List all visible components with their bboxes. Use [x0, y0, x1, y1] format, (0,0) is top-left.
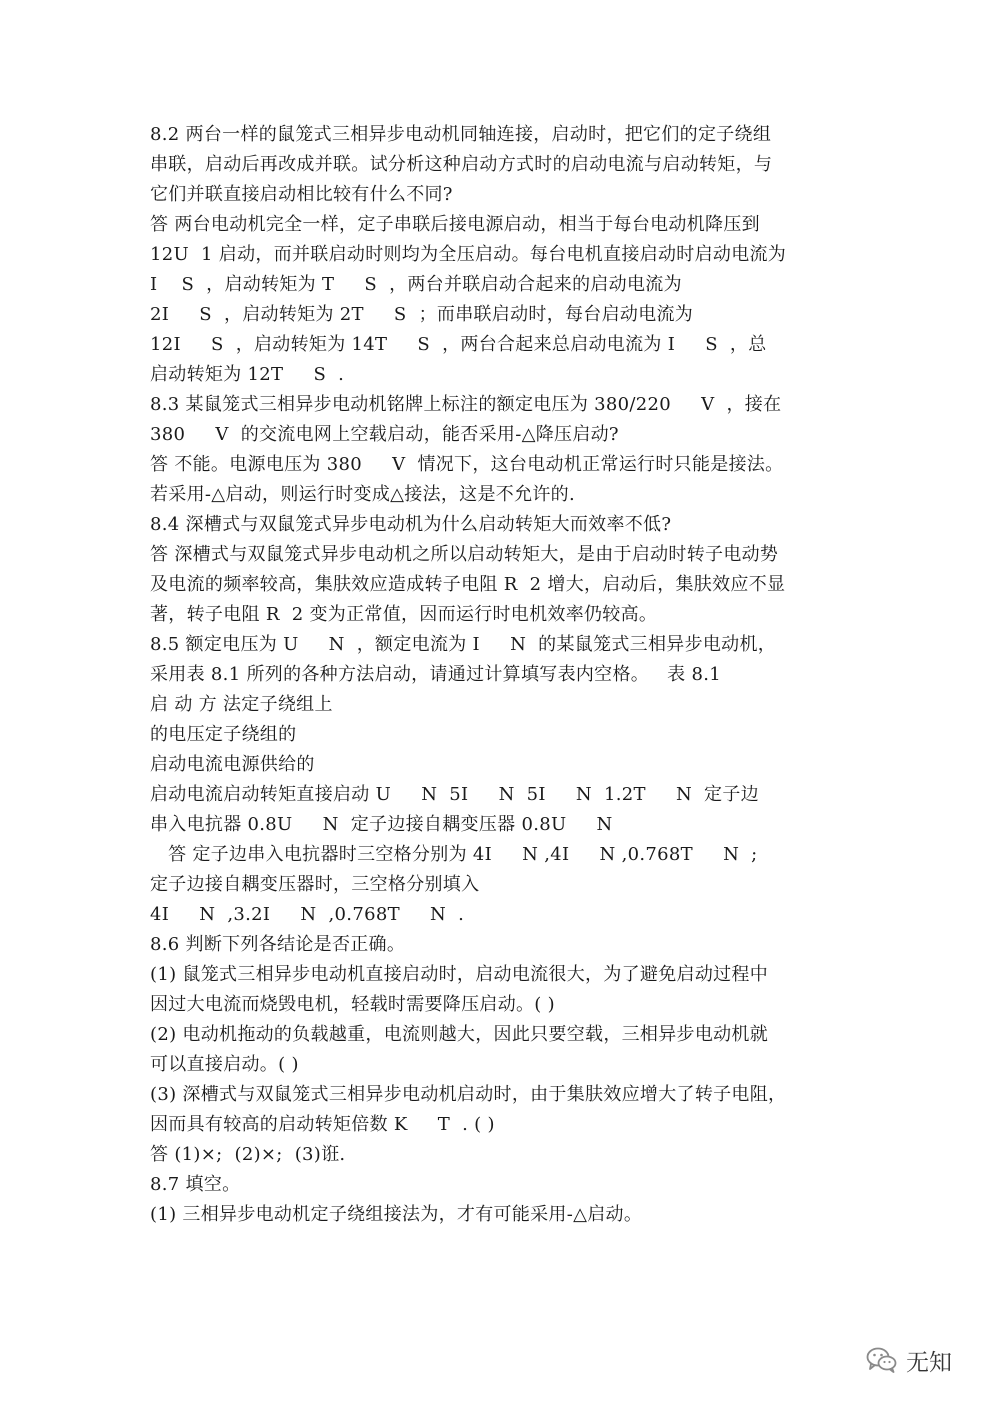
- text-line: 答 深槽式与双鼠笼式异步电动机之所以启动转矩大，是由于启动时转子电动势: [150, 544, 779, 565]
- text-line: 2I S ，启动转矩为 2T S ；而串联启动时，每台启动电流为: [150, 304, 694, 325]
- text-line: 串入电抗器 0.8U N 定子边接自耦变压器 0.8U N: [150, 814, 613, 835]
- watermark-text: 无知: [906, 1349, 952, 1376]
- text-line: 答 (1)×; (2)×; (3)诳.: [150, 1144, 346, 1165]
- text-line: I S ，启动转矩为 T S ，两台并联启动合起来的启动电流为: [150, 274, 682, 295]
- text-line: 因而具有较高的启动转矩倍数 K T . ( ): [150, 1114, 495, 1135]
- text-line: 8.7 填空。: [150, 1174, 241, 1195]
- text-line: 启动电流电源供给的: [150, 754, 315, 775]
- text-line: (2) 电动机拖动的负载越重，电流则越大，因此只要空载，三相异步电动机就: [150, 1024, 769, 1045]
- text-line: 答 不能。电源电压为 380 V 情况下，这台电动机正常运行时只能是接法。: [150, 454, 784, 475]
- text-line: 定子边接自耦变压器时，三空格分别填入: [150, 874, 480, 895]
- text-line: 8.4 深槽式与双鼠笼式异步电动机为什么启动转矩大而效率不低?: [150, 514, 672, 535]
- text-line: (1) 鼠笼式三相异步电动机直接启动时，启动电流很大，为了避免启动过程中: [150, 964, 769, 985]
- text-line: 启动电流启动转矩直接启动 U N 5I N 5I N 1.2T N 定子边: [150, 784, 759, 805]
- text-line: 启动转矩为 12T S .: [150, 364, 345, 385]
- text-line: 采用表 8.1 所列的各种方法启动，请通过计算填写表内空格。 表 8.1: [150, 664, 721, 685]
- text-line: 的电压定子绕组的: [150, 724, 297, 745]
- text-line: 答 定子边串入电抗器时三空格分别为 4I N ,4I N ,0.768T N ;: [150, 844, 758, 865]
- text-line: 若采用-△启动，则运行时变成△接法，这是不允许的.: [150, 484, 575, 505]
- text-line: 启 动 方 法定子绕组上: [150, 694, 333, 715]
- text-line: 8.2 两台一样的鼠笼式三相异步电动机同轴连接，启动时，把它们的定子绕组: [150, 124, 772, 145]
- text-line: 串联，启动后再改成并联。试分析这种启动方式时的启动电流与启动转矩，与: [150, 154, 773, 175]
- text-line: 12U 1 启动，而并联启动时则均为全压启动。每台电机直接启动时启动电流为: [150, 244, 787, 265]
- text-line: (1) 三相异步电动机定子绕组接法为，才有可能采用-△启动。: [150, 1204, 643, 1225]
- text-line: (3) 深槽式与双鼠笼式三相异步电动机启动时，由于集肤效应增大了转子电阻，: [150, 1084, 787, 1105]
- text-line: 380 V 的交流电网上空载启动，能否采用-△降压启动?: [150, 424, 619, 445]
- wechat-icon: [866, 1346, 898, 1374]
- text-line: 著，转子电阻 R 2 变为正常值，因而运行时电机效率仍较高。: [150, 604, 658, 625]
- text-line: 它们并联直接启动相比较有什么不同?: [150, 184, 453, 205]
- text-line: 12I S ，启动转矩为 14T S ，两台合起来总启动电流为 I S ，总: [150, 334, 767, 355]
- text-line: 8.3 某鼠笼式三相异步电动机铭牌上标注的额定电压为 380/220 V ，接在: [150, 394, 782, 415]
- text-line: 4I N ,3.2I N ,0.768T N .: [150, 904, 465, 925]
- text-line: 8.6 判断下列各结论是否正确。: [150, 934, 406, 955]
- text-line: 因过大电流而烧毁电机，轻载时需要降压启动。( ): [150, 994, 555, 1015]
- watermark: [866, 1340, 952, 1380]
- text-line: 及电流的频率较高，集肤效应造成转子电阻 R 2 增大，启动后，集肤效应不显: [150, 574, 786, 595]
- text-line: 可以直接启动。( ): [150, 1054, 299, 1075]
- text-line: 8.5 额定电压为 U N ，额定电流为 I N 的某鼠笼式三相异步电动机，: [150, 634, 777, 655]
- text-line: 答 两台电动机完全一样，定子串联后接电源启动，相当于每台电动机降压到: [150, 214, 760, 235]
